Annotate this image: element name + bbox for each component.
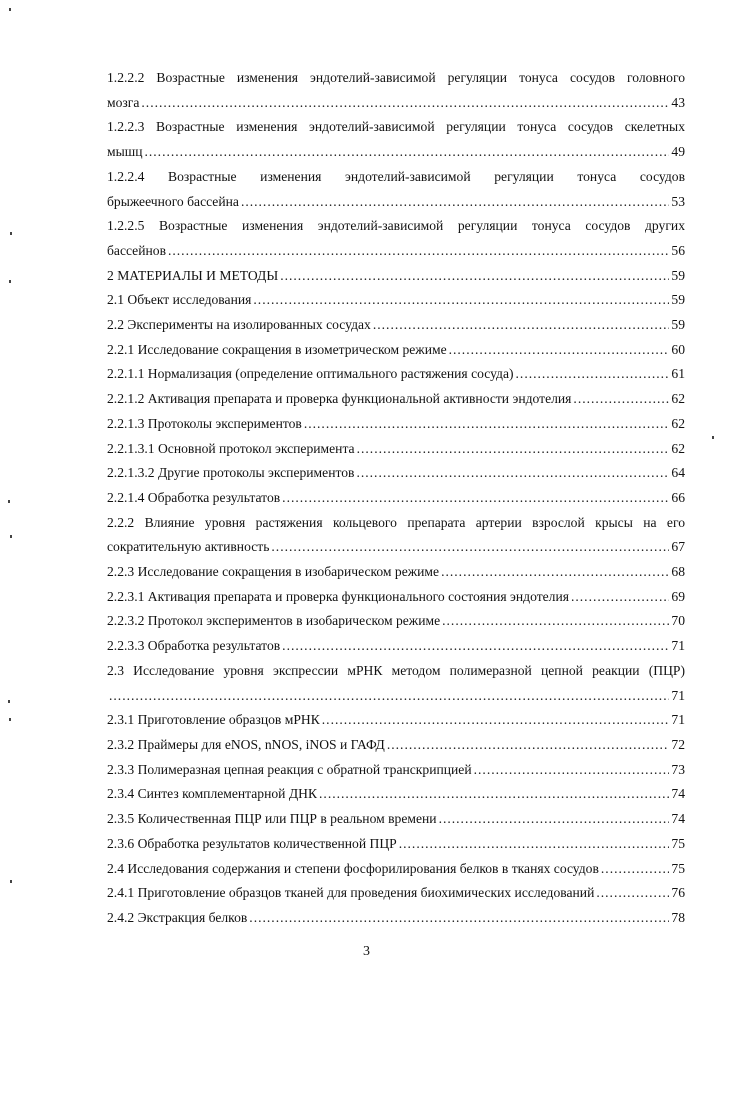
toc-dot-leader [322,708,670,733]
toc-page-number: 53 [671,193,685,209]
toc-entry [107,782,685,807]
toc-entry [107,264,685,289]
toc-entry [107,733,685,758]
toc-dot-leader [271,535,669,560]
toc-entry [107,338,685,363]
toc-entry-title: 2.2 Эксперименты на изолированных сосудах [107,317,371,333]
toc-dot-leader [441,560,669,585]
toc-entry-row [107,387,685,412]
toc-entry [107,758,685,783]
toc-entry [107,560,685,585]
scan-speck [10,880,12,883]
toc-page-number: 72 [671,736,685,752]
toc-entry-row [107,857,685,882]
toc-entry-title: 2.2.3 Исследование сокращения в изобарическом режиме [107,564,440,580]
toc-dot-leader [282,634,669,659]
toc-entry-title: 2.3.6 Обработка результатов количественной ПЦР [107,835,397,851]
scan-speck [8,500,10,503]
toc-entry-title: 2.2.1.2 Активация препарата и проверка функциональной активности эндотелия [107,391,572,407]
toc-entry-row [107,338,685,363]
toc-entry-row [107,782,685,807]
toc-dot-leader [253,288,669,313]
toc-page-number: 62 [671,415,685,431]
toc-entry [107,585,685,610]
toc-entry-title: бассейнов [107,242,166,258]
toc-entry-row [107,832,685,857]
toc-dot-leader [387,733,670,758]
toc-page-number: 61 [671,366,685,382]
toc-dot-leader [141,91,669,116]
toc-entry-title: 2.2.3.3 Обработка результатов [107,638,281,654]
toc-dot-leader [304,412,670,437]
toc-dot-leader [168,239,669,264]
toc-entry-row [107,758,685,783]
toc-dot-leader [399,832,670,857]
toc-page-number: 74 [671,811,685,827]
toc-entry-row [107,313,685,338]
toc-entry-row [107,486,685,511]
toc-dot-leader [571,585,669,610]
toc-entry [107,659,685,708]
toc-dot-leader [373,313,670,338]
toc-entry-title-line: 1.2.2.2 Возрастные изменения эндотелий-зависимой регуляции тонуса сосудов головного [107,70,685,85]
toc-dot-leader [442,609,669,634]
toc-entry [107,832,685,857]
toc-dot-leader [516,362,670,387]
toc-page-number: 64 [671,465,685,481]
toc-entry-row [107,461,685,486]
toc-entry-title: 2.3.4 Синтез комплементарной ДНК [107,786,318,802]
toc-entry [107,214,685,263]
scan-speck [10,232,12,235]
toc-page-number: 68 [671,564,685,580]
toc-page-number: 62 [671,440,685,456]
toc-entry [107,708,685,733]
toc-page-number: 59 [671,292,685,308]
toc-entry-title: 2.2.3.2 Протокол экспериментов в изобарическом режиме [107,613,441,629]
toc-dot-leader [573,387,669,412]
toc-entry-row [107,881,685,906]
toc-page-number: 67 [671,539,685,555]
toc-page-number: 69 [671,588,685,604]
toc-entry-title: 2.4.1 Приготовление образцов тканей для проведения биохимических исследований [107,885,595,901]
toc-entry-title: 2.2.1.1 Нормализация (определение оптимального растяжения сосуда) [107,366,514,382]
toc-entry-title: 2.2.1.4 Обработка результатов [107,489,281,505]
toc-dot-leader [449,338,670,363]
toc-dot-leader [319,782,669,807]
scan-speck [9,280,11,283]
toc-dot-leader [144,140,669,165]
toc-entry [107,66,685,115]
toc-page-number: 71 [671,638,685,654]
toc-page-number: 43 [671,94,685,110]
toc-entry-title: 2.4.2 Экстракция белков [107,909,248,925]
toc-dot-leader [439,807,670,832]
toc-entry-row [107,264,685,289]
toc-entry [107,362,685,387]
toc-entry-title: 2.2.1.3.1 Основной протокол эксперимента [107,440,355,456]
toc-entry [107,461,685,486]
toc-entry-row [107,733,685,758]
toc-entry-title-line: 1.2.2.4 Возрастные изменения эндотелий-зависимой регуляции тонуса сосудов [107,168,685,184]
toc-page-number: 76 [671,885,685,901]
toc-page-number: 59 [671,267,685,283]
toc-entry [107,387,685,412]
toc-page-number: 56 [671,242,685,258]
toc-entry-title-line: 1.2.2.3 Возрастные изменения эндотелий-зависимой регуляции тонуса сосудов скелетных [107,119,685,135]
toc-entry-title: 2.3.2 Праймеры для eNOS, nNOS, iNOS и ГАФД [107,736,385,752]
toc-dot-leader [109,684,669,709]
toc-entry-title-line: 2.3 Исследование уровня экспрессии мРНК методом полимеразной цепной реакции (ПЦР) [107,662,685,678]
toc-entry-title: 2.3.3 Полимеразная цепная реакция с обратной транскрипцией [107,761,472,777]
toc-page-number: 74 [671,786,685,802]
toc-entry-title: брыжеечного бассейна [107,193,239,209]
toc-entry-row [107,362,685,387]
toc-entry-row [107,437,685,462]
toc-page-number: 73 [671,761,685,777]
toc-entry [107,511,685,560]
toc-entry-row [107,560,685,585]
toc-entry [107,288,685,313]
toc-entry [107,906,685,931]
toc-entry-title: 2.2.1.3 Протоколы экспериментов [107,415,302,431]
toc-entry-title: сократительную активность [107,539,270,555]
toc-page-number: 75 [671,835,685,851]
toc-dot-leader [474,758,670,783]
toc-entry [107,437,685,462]
toc-page-number: 70 [671,613,685,629]
toc-dot-leader [357,437,670,462]
toc-entry [107,313,685,338]
toc-page-number: 78 [671,909,685,925]
toc-entry-row [107,807,685,832]
table-of-contents [107,66,685,931]
toc-entry [107,807,685,832]
toc-entry-title: 2.2.1 Исследование сокращения в изометрическом режиме [107,341,447,357]
toc-entry [107,634,685,659]
toc-page-number: 66 [671,489,685,505]
toc-entry [107,412,685,437]
toc-entry-title-line: 2.2.2 Влияние уровня растяжения кольцевого препарата артерии взрослой крысы на его [107,514,685,530]
toc-entry-row [107,609,685,634]
scan-speck [712,436,714,439]
toc-page-number: 75 [671,860,685,876]
toc-entry-row [107,91,685,116]
toc-entry [107,115,685,164]
page-number: 3 [363,944,370,959]
toc-entry-row [107,684,685,709]
toc-entry [107,881,685,906]
toc-entry-title: 2.3.5 Количественная ПЦР или ПЦР в реальном времени [107,811,437,827]
toc-page-number: 71 [671,687,685,703]
toc-page-number: 71 [671,712,685,728]
scan-speck [8,700,10,703]
toc-entry-title: 2.2.1.3.2 Другие протоколы экспериментов [107,465,355,481]
scan-speck [10,535,12,538]
toc-entry [107,165,685,214]
toc-entry-row [107,634,685,659]
toc-entry-title: 2.3.1 Приготовление образцов мРНК [107,712,320,728]
toc-entry-title-line: 1.2.2.5 Возрастные изменения эндотелий-зависимой регуляции тонуса сосудов других [107,218,685,234]
toc-entry-title: 2.4 Исследования содержания и степени фосфорилирования белков в тканях сосудов [107,860,599,876]
toc-dot-leader [282,486,669,511]
toc-entry-row [107,708,685,733]
toc-dot-leader [356,461,669,486]
toc-entry-title: 2 МАТЕРИАЛЫ И МЕТОДЫ [107,267,279,283]
toc-entry-row [107,906,685,931]
toc-page-number: 59 [671,317,685,333]
toc-entry-row [107,535,685,560]
toc-entry-title: мышц [107,144,143,160]
toc-entry-row [107,140,685,165]
toc-entry-title: мозга [107,94,140,110]
toc-entry-title: 2.1 Объект исследования [107,292,252,308]
toc-entry [107,857,685,882]
scan-speck [9,718,11,721]
toc-dot-leader [596,881,669,906]
toc-dot-leader [241,190,669,215]
toc-entry [107,486,685,511]
toc-entry-row [107,288,685,313]
toc-dot-leader [249,906,669,931]
toc-entry [107,609,685,634]
toc-entry-row [107,239,685,264]
toc-dot-leader [601,857,670,882]
toc-entry-row [107,412,685,437]
toc-entry-row [107,190,685,215]
toc-page-number: 49 [671,144,685,160]
toc-page-number: 60 [671,341,685,357]
toc-page-number: 62 [671,391,685,407]
scan-speck [9,8,11,11]
toc-entry-row [107,585,685,610]
toc-entry-title: 2.2.3.1 Активация препарата и проверка функционального состояния эндотелия [107,588,569,604]
toc-dot-leader [280,264,669,289]
